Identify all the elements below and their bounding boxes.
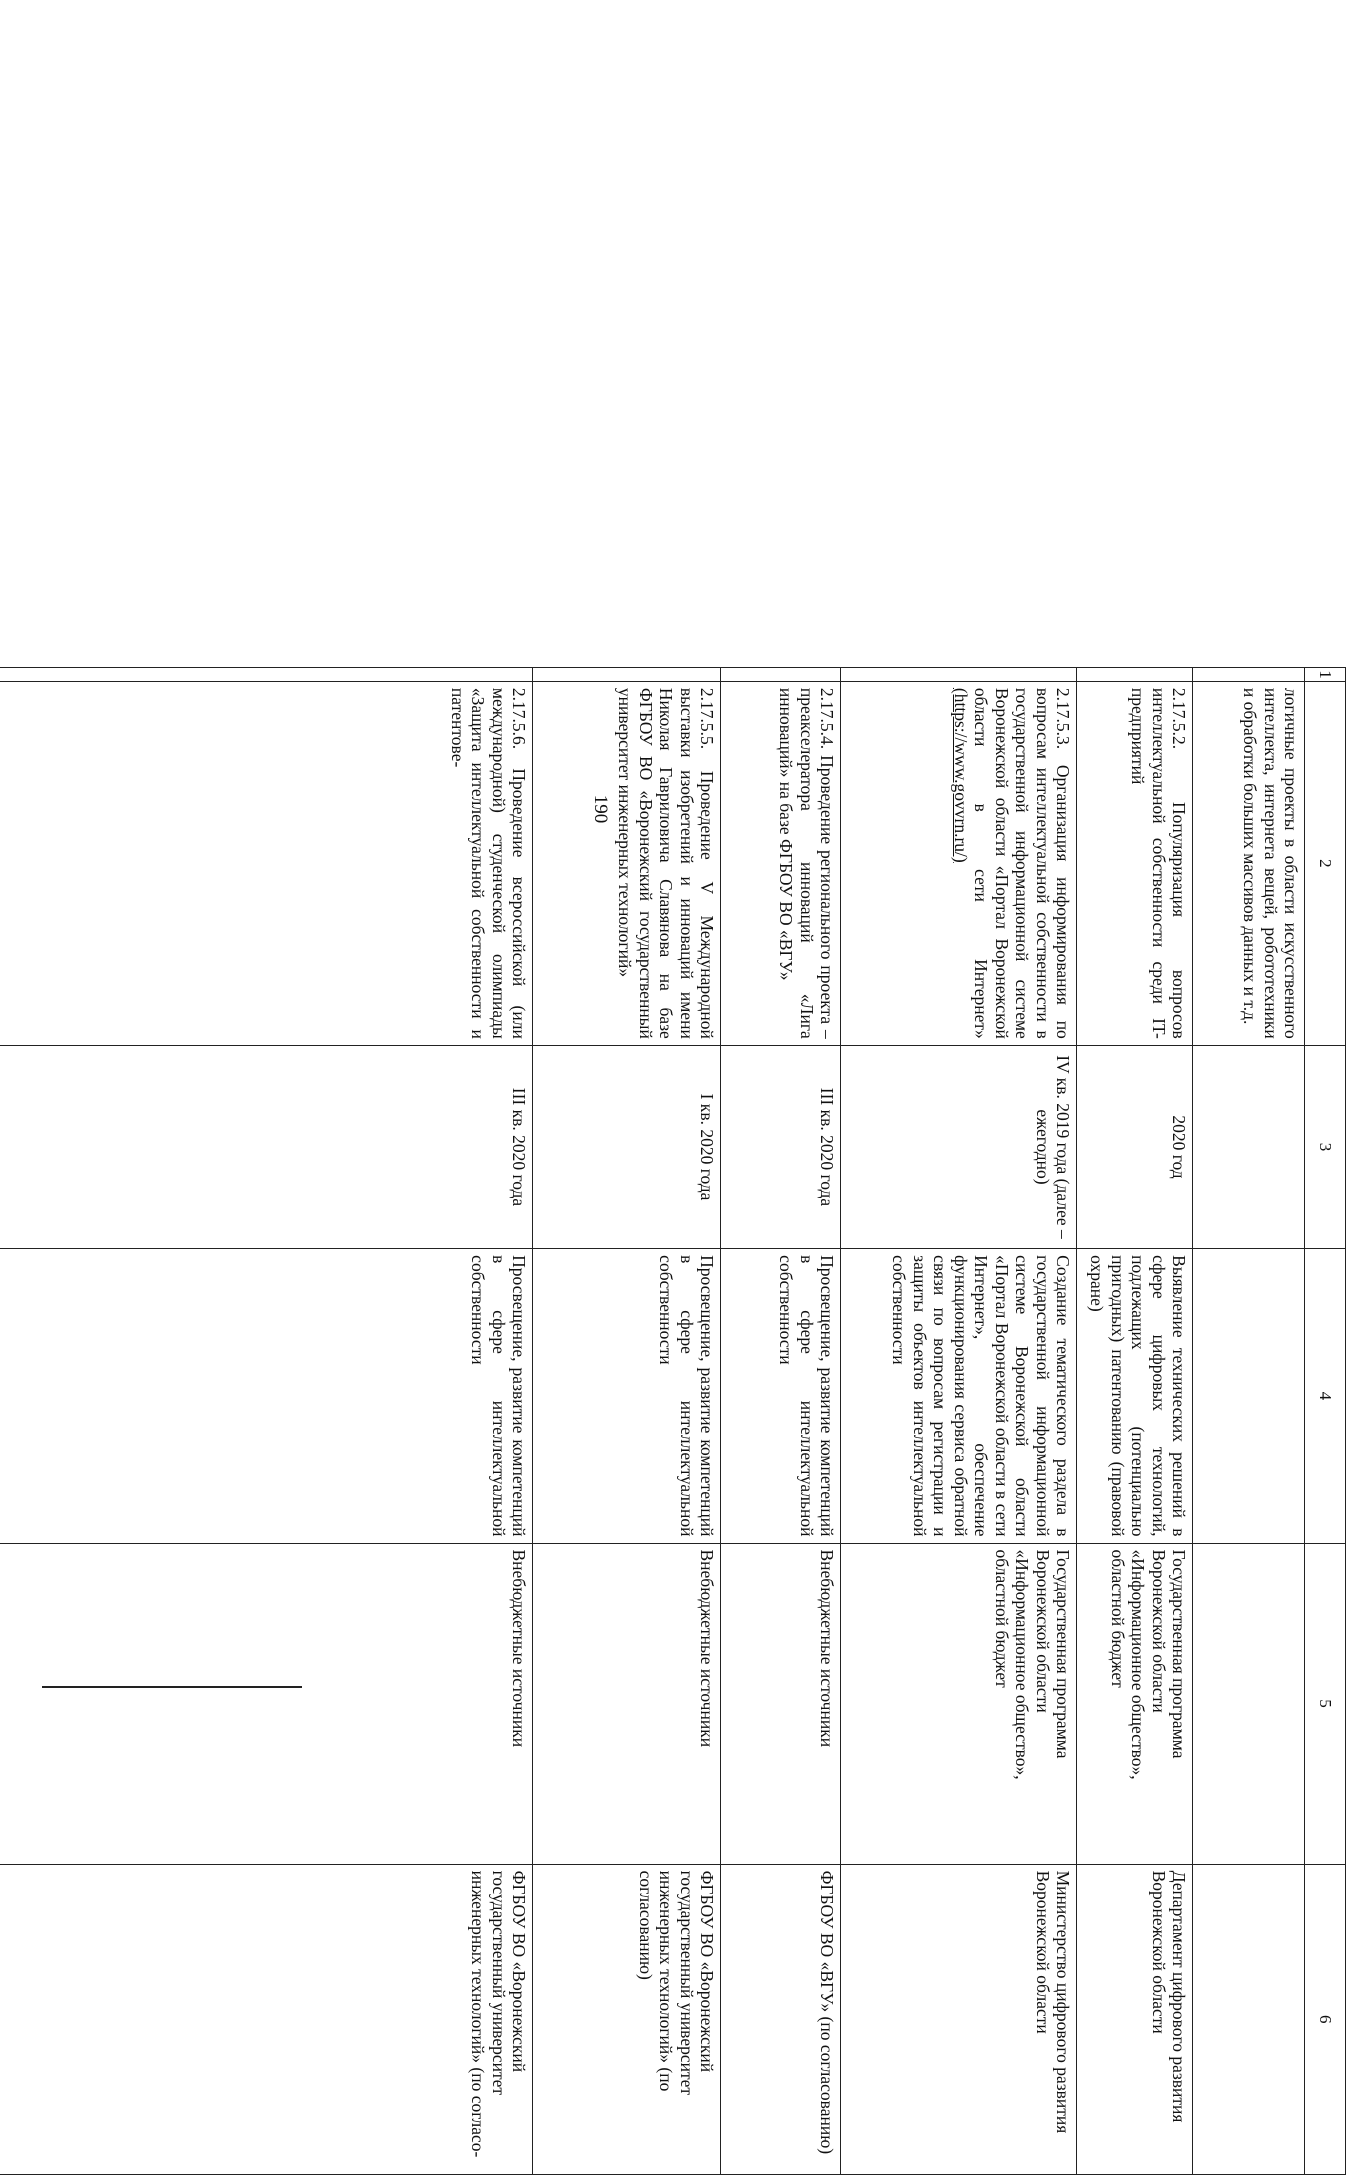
column-number: 5 — [1305, 1543, 1346, 1864]
table-row — [841, 668, 1077, 2175]
funding-cell: Государственная программа Воронежской области «Информационное общество», областной бюджет — [1077, 1543, 1193, 1864]
row-index-cell — [721, 668, 841, 682]
measure-cell: логичные проекты в области искусственного интеллекта, интернета вещей, робототехники и обработки больших массивов данных и т.д. — [1193, 681, 1305, 1045]
funding-cell: Внебюджетные источники — [0, 1543, 533, 1864]
portal-link[interactable]: (https://www.govvrn.ru/) — [950, 687, 971, 863]
result-cell: Создание тематического раздела в государственной информационной системе Воронежской области «Портал Воронежской области в сети Интернет», обеспечение функционирования сервиса обратной связи по вопросам регистрации и защиты объектов интеллектуальной собственности — [841, 1249, 1077, 1543]
executor-cell — [1193, 1864, 1305, 2174]
table-row — [1077, 668, 1193, 2175]
measure-cell: 2.17.5.6. Проведение всероссийской (или международной) студенческой олимпиады «Защита интеллектуальной собственности и патентове- — [0, 681, 533, 1045]
row-index-cell — [0, 668, 533, 682]
executor-cell: Департамент цифрового развития Воронежской области — [1077, 1864, 1193, 2174]
deadline-cell: 2020 год — [1077, 1045, 1193, 1248]
measure-text: 2.17.5.3. Организация информирования по вопросам интеллектуальной собственности в государственной информационной системе Воронежской области «Портал Воронежской области в сети Интернет» — [971, 687, 1073, 1039]
table-row — [1193, 668, 1305, 2175]
funding-cell: Внебюджетные источники — [533, 1543, 721, 1864]
result-cell — [1193, 1249, 1305, 1543]
executor-cell: ФГБОУ ВО «Воронежский государственный университет инженерных технологий» (по согласованию) — [533, 1864, 721, 2174]
deadline-cell: III кв. 2020 года — [0, 1045, 533, 1248]
executor-cell: Министерство цифрового развития Воронежской области — [841, 1864, 1077, 2174]
page-number: 190 — [590, 794, 611, 824]
deadline-cell: IV кв. 2019 года (далее – ежегодно) — [841, 1045, 1077, 1248]
result-cell: Выявление технических решений в сфере цифровых технологий, подлежащих (потенциально пригодных) патентованию (правовой охране) — [1077, 1249, 1193, 1543]
column-number: 6 — [1305, 1864, 1346, 2174]
column-number: 4 — [1305, 1249, 1346, 1543]
deadline-cell: I кв. 2020 года — [533, 1045, 721, 1248]
column-number: 3 — [1305, 1045, 1346, 1248]
measure-cell — [841, 681, 1077, 1045]
footnote-rule — [42, 1686, 302, 1688]
deadline-cell: III кв. 2020 года — [721, 1045, 841, 1248]
measure-cell: 2.17.5.5. Проведение V Международной выставки изобретений и инноваций имени Николая Гавриловича Славянова на базе ФГБОУ ВО «Воронежский государственный университет инженерных технологий» — [533, 681, 721, 1045]
row-index-cell — [533, 668, 721, 682]
table-row — [721, 668, 841, 2175]
row-index-cell — [1077, 668, 1193, 682]
column-number: 1 — [1305, 668, 1346, 682]
result-cell: Просвещение, развитие компетенций в сфере интеллектуальной собственности — [721, 1249, 841, 1543]
column-number: 2 — [1305, 681, 1346, 1045]
executor-cell: ФГБОУ ВО «ВГУ» (по согласованию) — [721, 1864, 841, 2174]
funding-cell: Государственная программа Воронежской области «Информационное общество», областной бюджет — [841, 1543, 1077, 1864]
result-cell: Просвещение, развитие компетенций в сфере интеллектуальной собственности — [533, 1249, 721, 1543]
funding-cell: Внебюджетные источники — [721, 1543, 841, 1864]
executor-cell: ФГБОУ ВО «Воронежский государственный университет инженерных технологий» (по согласо- — [0, 1864, 533, 2174]
table-row — [533, 668, 721, 2175]
row-index-cell — [841, 668, 1077, 682]
result-cell: Просвещение, развитие компетенций в сфере интеллектуальной собственности — [0, 1249, 533, 1543]
row-index-cell — [1193, 668, 1305, 682]
measure-cell: 2.17.5.4. Проведение регионального проекта – преакселератора инноваций «Лига инноваций» на базе ФГБОУ ВО «ВГУ» — [721, 681, 841, 1045]
table-row — [0, 668, 533, 2175]
measures-table — [0, 667, 1346, 2175]
measure-cell: 2.17.5.2. Популяризация вопросов интеллектуальной собственности среди IT-предприятий — [1077, 681, 1193, 1045]
funding-cell — [1193, 1543, 1305, 1864]
deadline-cell — [1193, 1045, 1305, 1248]
column-number-row — [1305, 668, 1346, 2175]
